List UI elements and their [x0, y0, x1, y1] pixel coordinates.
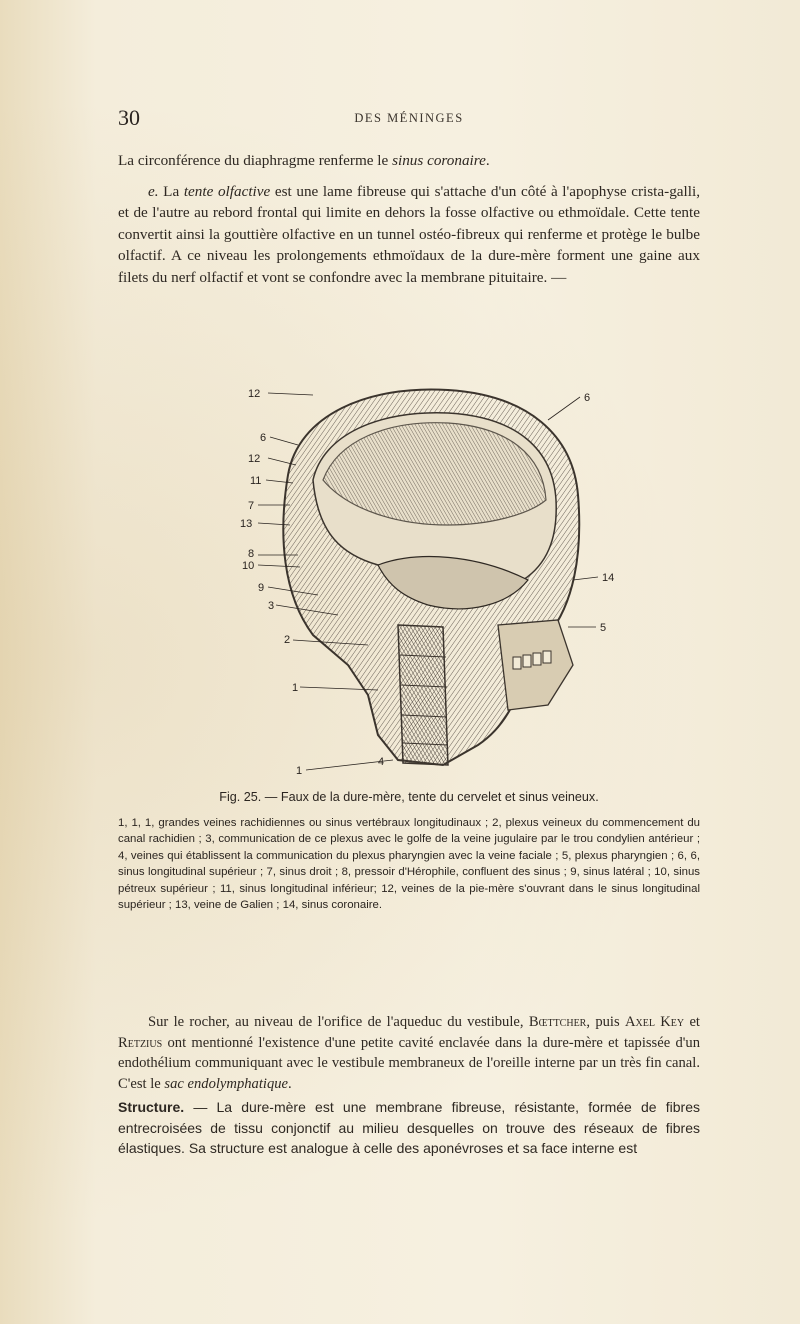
running-title: DES MÉNINGES	[354, 111, 464, 125]
section-heading: Structure.	[118, 1099, 185, 1115]
fig-label: 8	[248, 548, 255, 560]
para3-text-d: ont mentionné l'existence d'une petite cavité enclavée dans la dure-mère et tapissée d'un endothélium communiquant avec le vestibule membraneux de l'oreille interne par un très fin canal. C'est le	[118, 1034, 700, 1092]
fig-label: 5	[600, 622, 607, 634]
paragraph-sac-endolymphatique	[118, 1012, 700, 1094]
fig-label: 3	[268, 600, 275, 612]
para3-text-c: et	[684, 1014, 700, 1030]
fig-label: 11	[250, 475, 262, 487]
paragraph-tente-olfactive	[118, 181, 700, 288]
fig-label: 14	[602, 572, 615, 584]
fig-label: 9	[258, 582, 265, 594]
fig-label: 6	[584, 392, 591, 404]
para3-text-b: , puis	[586, 1014, 625, 1030]
fig-label: 2	[284, 634, 291, 646]
para1-end: .	[485, 152, 490, 169]
author-name: Retzius	[118, 1034, 163, 1051]
para2-text-b: est une lame fibreuse qui s'attache d'un côté à l'apophyse crista-galli, et de l'autre au rebord frontal qui limite en dehors la fosse olfactive ou ethmoïdale. Cette tente convertit ainsi la gouttière olfactive en un tunnel ostéo-fibreux qui renferme et protège le bulbe olfactif. A ce niveau les prolongements ethmoïdaux de la dure-mère forment une gaine aux filets du nerf olfactif et vont se confondre avec la membrane pituitaire. —	[118, 183, 700, 286]
fig-label: 1	[296, 765, 303, 777]
fig-label: 6	[260, 432, 267, 444]
fig-label: 12	[248, 453, 261, 465]
para3-text-a: Sur le rocher, au niveau de l'orifice de l'aqueduc du vestibule,	[148, 1014, 529, 1030]
author-name: Bœttcher	[528, 1014, 587, 1030]
fig-label: 10	[242, 560, 255, 572]
page-header	[118, 105, 700, 135]
paragraph-structure	[118, 1097, 700, 1159]
para2-italic-term: tente olfactive	[183, 183, 271, 200]
author-name: Axel Key	[624, 1014, 685, 1030]
para1-text: La circonférence du diaphragme renferme le	[118, 152, 393, 169]
fig-label: 13	[240, 518, 253, 530]
para3-end: .	[288, 1075, 292, 1092]
fig-label: 12	[248, 388, 261, 400]
fig-label: 1	[292, 682, 299, 694]
page-number: 30	[118, 105, 140, 130]
paragraph-diaphragm	[118, 150, 700, 171]
para2-marker: e.	[148, 183, 159, 200]
fig-label: 7	[248, 500, 255, 512]
fig-label: 4	[378, 756, 385, 768]
para1-italic-term: sinus coronaire	[392, 152, 486, 169]
para3-italic-term: sac endolymphatique	[164, 1075, 289, 1092]
anatomical-figure	[228, 365, 628, 785]
para4-text: — La dure-mère est une membrane fibreuse, résistante, formée de fibres entrecroisées de tissu conjonctif au milieu desquelles on trouve des réseaux de fibres élastiques. Sa structure est analogue à celle des aponévroses et sa face interne est	[118, 1099, 700, 1157]
figure-legend: 1, 1, 1, grandes veines rachidiennes ou sinus vertébraux longitudinaux ; 2, plexus veineux du commencement du canal rachidien ; 3, communication de ce plexus avec le golfe de la veine jugulaire par le trou condylien antérieur ; 4, veines qui établissent la communication du plexus pharyngien avec la veine faciale ; 5, plexus pharyngien ; 6, 6, sinus longitudinal supérieur ; 7, sinus droit ; 8, pressoir d'Hérophile, confluent des sinus ; 9, sinus latéral ; 10, sinus pétreux supérieur ; 11, sinus longitudinal inférieur; 12, veines de la pie-mère s'ouvrant dans le sinus longitudinal supérieur ; 13, veine de Galien ; 14, sinus coronaire.	[118, 817, 700, 912]
para2-text-a: La	[158, 183, 184, 200]
figure-caption: Fig. 25. — Faux de la dure-mère, tente du cervelet et sinus veineux.	[219, 790, 599, 804]
